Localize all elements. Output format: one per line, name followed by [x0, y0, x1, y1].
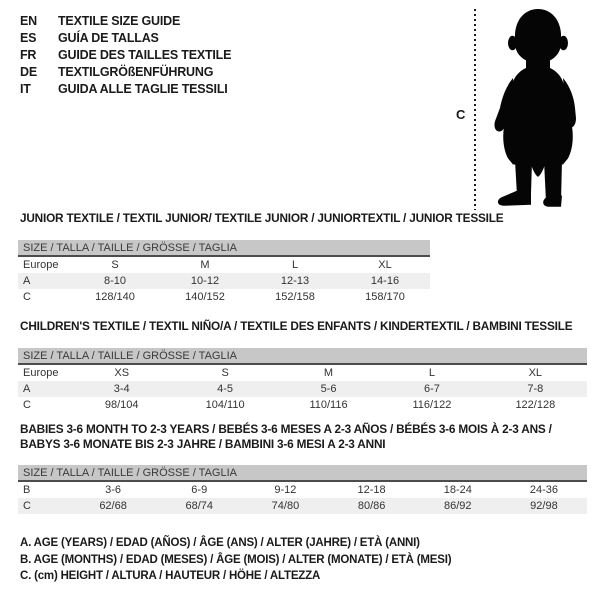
table-cell: 158/170	[365, 291, 405, 303]
table-cell: 14-16	[370, 275, 400, 287]
height-label: C	[456, 107, 466, 122]
size-table	[18, 465, 587, 514]
table-row	[18, 273, 430, 289]
row-label: Europe	[23, 367, 59, 379]
table-cell: 3-6	[105, 484, 122, 496]
table-cell: 110/116	[309, 399, 348, 411]
table-cell: 6-9	[191, 484, 208, 496]
table-cell: 104/110	[205, 399, 245, 411]
table-cell: 10-12	[190, 275, 220, 287]
language-title: GUIDE DES TAILLES TEXTILE	[58, 48, 232, 62]
row-label: A	[23, 275, 31, 287]
table-cell: 116/122	[412, 399, 452, 411]
table-cell: 80/86	[357, 500, 386, 512]
table-cell: 9-12	[274, 484, 297, 496]
language-row	[20, 64, 231, 81]
table-cell: M	[323, 367, 334, 379]
footnote-line: A. AGE (YEARS) / EDAD (AÑOS) / ÂGE (ANS) / ALTER (JAHRE) / ETÀ (ANNI)	[20, 537, 420, 549]
size-section-3	[18, 422, 587, 514]
size-section-1	[18, 211, 504, 305]
table-cell: M	[200, 259, 210, 271]
table-row	[18, 482, 587, 498]
language-code: ES	[20, 31, 37, 45]
table-cell: 4-5	[217, 383, 234, 395]
table-cell: 12-13	[280, 275, 310, 287]
language-title: TEXTILE SIZE GUIDE	[58, 14, 181, 28]
table-cell: 98/104	[104, 399, 139, 411]
table-cell: 86/92	[444, 500, 472, 512]
table-cell: 128/140	[95, 291, 135, 303]
baby-silhouette-icon	[488, 8, 588, 214]
table-cell: 18-24	[443, 484, 472, 496]
table-row	[18, 365, 587, 381]
row-label: B	[23, 484, 31, 496]
table-cell: 62/68	[99, 500, 127, 512]
table-cell: 92/98	[530, 500, 558, 512]
table-cell: L	[428, 367, 435, 379]
table-cell: 140/152	[185, 291, 225, 303]
row-label: Europe	[23, 259, 59, 271]
table-row	[18, 381, 587, 397]
size-table-header: SIZE / TALLA / TAILLE / GRÖSSE / TAGLIA	[18, 348, 587, 365]
row-label: A	[23, 383, 31, 395]
table-cell: XL	[378, 259, 392, 271]
footnote-line: B. AGE (MONTHS) / EDAD (MESES) / ÂGE (MOIS) / ALTER (MONATE) / ETÀ (MESI)	[20, 553, 452, 566]
language-row	[20, 30, 231, 47]
row-label: C	[23, 399, 31, 411]
row-label: C	[23, 291, 31, 303]
table-cell: 3-4	[113, 383, 130, 395]
section-title-line: CHILDREN'S TEXTILE / TEXTIL NIÑO/A / TEXTILE DES ENFANTS / KINDERTEXTIL / BAMBINI TESSILE	[20, 319, 573, 333]
language-code: FR	[20, 48, 37, 62]
size-table-header: SIZE / TALLA / TAILLE / GRÖSSE / TAGLIA	[18, 465, 587, 482]
language-title: GUIDA ALLE TAGLIE TESSILI	[58, 82, 228, 96]
table-cell: 5-6	[320, 383, 337, 395]
table-cell: S	[221, 367, 229, 379]
table-cell: 68/74	[185, 500, 214, 512]
language-code: IT	[20, 82, 31, 96]
table-cell: 152/158	[275, 291, 315, 303]
section-title	[18, 422, 587, 452]
table-cell: S	[111, 259, 119, 271]
table-row	[18, 498, 587, 514]
section-title-line: BABIES 3-6 MONTH TO 2-3 YEARS / BEBÉS 3-6 MESES A 2-3 AÑOS / BÉBÉS 3-6 MOIS À 2-3 ANS /	[20, 422, 552, 436]
section-title	[18, 211, 504, 226]
size-table	[18, 348, 587, 413]
table-cell: XL	[528, 367, 543, 379]
table-cell: 6-7	[423, 383, 440, 395]
language-code: EN	[20, 14, 37, 28]
table-cell: 12-18	[357, 484, 386, 496]
footnote-line: C. (cm) HEIGHT / ALTURA / HAUTEUR / HÖHE / ALTEZZA	[20, 570, 321, 582]
row-label: C	[23, 500, 31, 512]
table-cell: 74/80	[271, 500, 300, 512]
footnotes	[20, 535, 451, 585]
size-section-2	[18, 319, 587, 413]
table-cell: XS	[114, 367, 130, 379]
section-title-line: BABYS 3-6 MONATE BIS 2-3 JAHRE / BAMBINI 3-6 MESI A 2-3 ANNI	[20, 437, 386, 451]
language-row	[20, 81, 231, 98]
section-title	[18, 319, 587, 334]
size-table	[18, 240, 430, 305]
table-cell: L	[291, 259, 299, 271]
table-cell: 7-8	[527, 383, 544, 395]
size-table-header: SIZE / TALLA / TAILLE / GRÖSSE / TAGLIA	[18, 240, 430, 257]
table-row	[18, 397, 587, 413]
language-title: TEXTILGRÖßENFÜHRUNG	[58, 65, 214, 79]
baby-figure	[448, 5, 598, 217]
language-title: GUÍA DE TALLAS	[58, 31, 159, 45]
table-row	[18, 289, 430, 305]
table-cell: 122/128	[515, 399, 556, 411]
language-code: DE	[20, 65, 37, 79]
height-measure-line	[474, 9, 476, 210]
language-row	[20, 47, 231, 64]
table-row	[18, 257, 430, 273]
section-title-line: JUNIOR TEXTILE / TEXTIL JUNIOR/ TEXTILE JUNIOR / JUNIORTEXTIL / JUNIOR TESSILE	[20, 211, 504, 225]
language-row	[20, 13, 231, 30]
language-list	[20, 13, 231, 98]
table-cell: 8-10	[103, 275, 127, 287]
table-cell: 24-36	[529, 484, 559, 496]
